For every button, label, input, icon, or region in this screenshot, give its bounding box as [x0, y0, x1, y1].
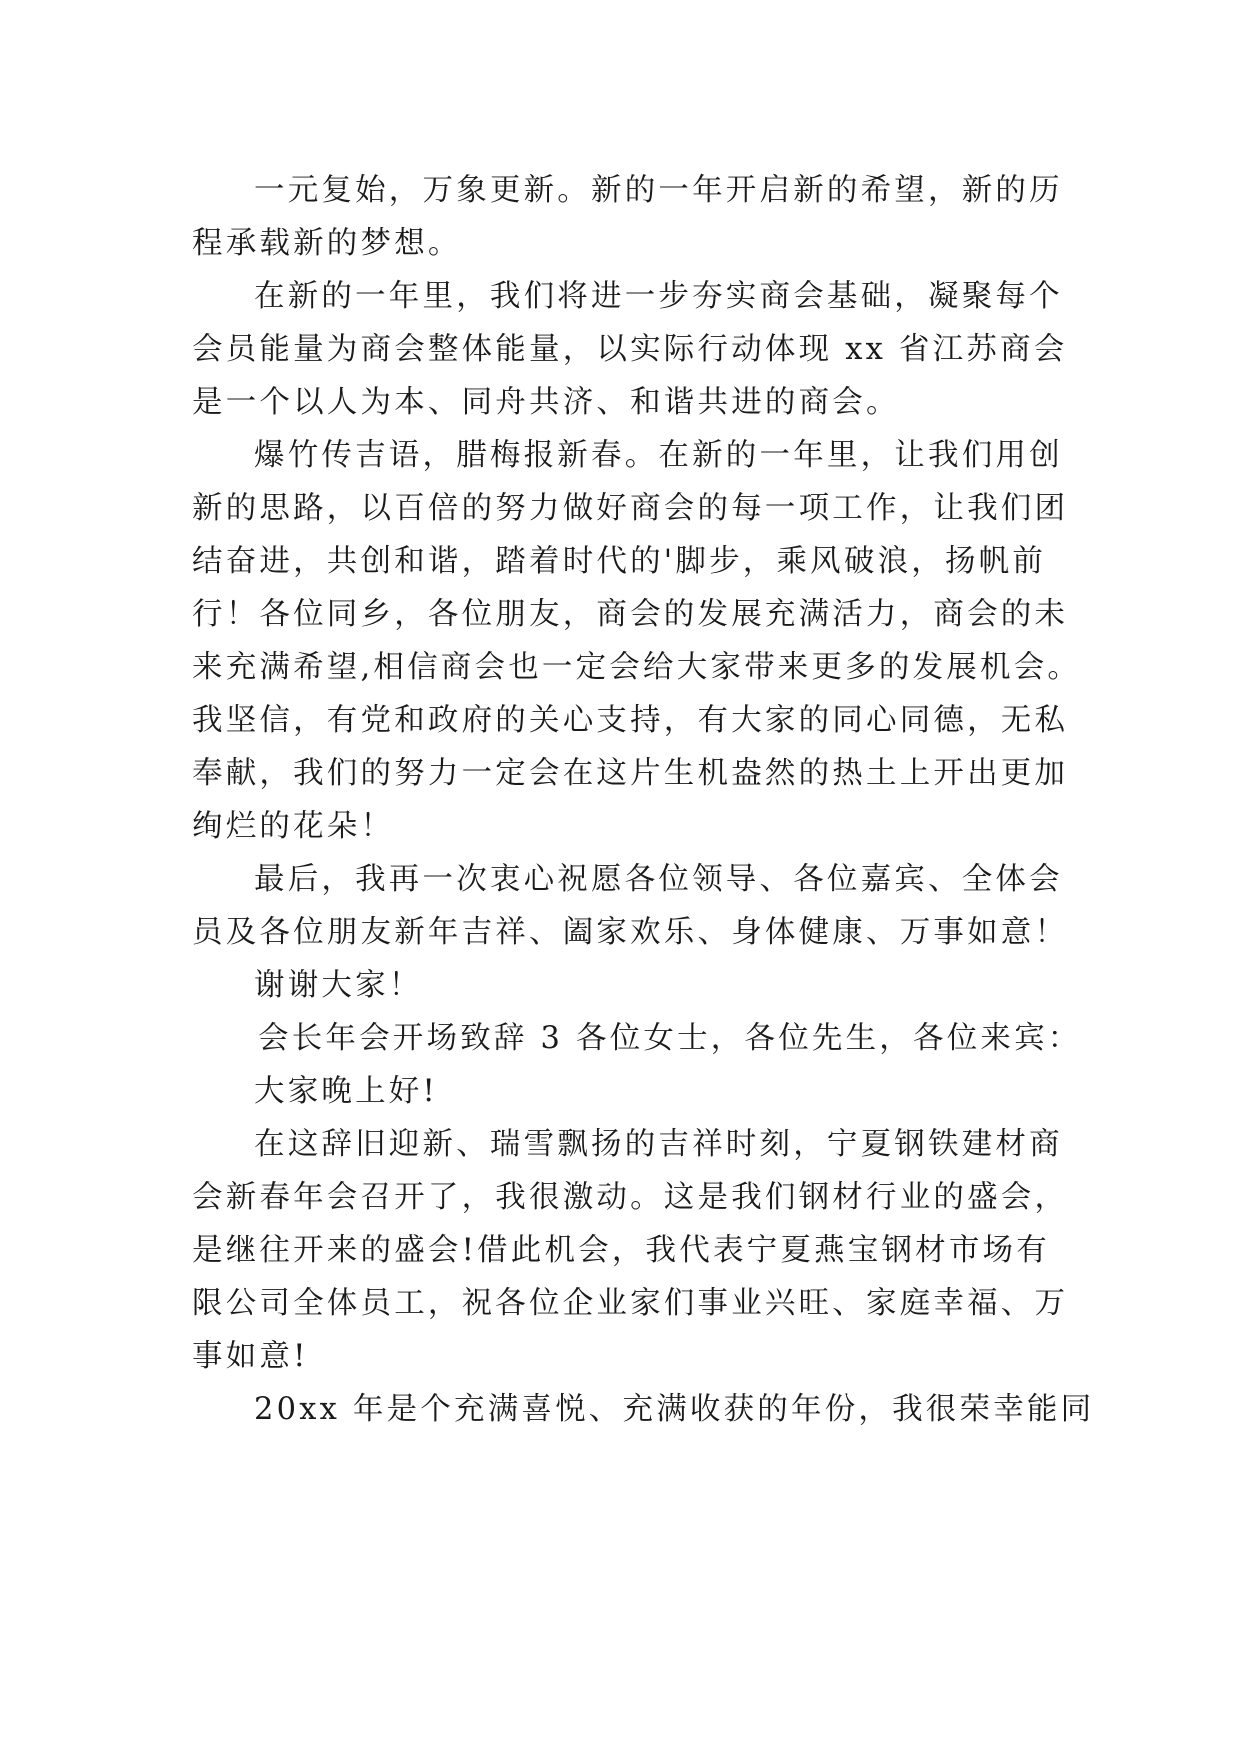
text-line: 程承载新的梦想。: [192, 226, 462, 261]
text-line: 爆竹传吉语，腊梅报新春。在新的一年里，让我们用创: [254, 438, 1063, 473]
text-line: 会新春年会召开了，我很激动。这是我们钢材行业的盛会，: [192, 1180, 1069, 1215]
text-line: 大家晚上好!: [254, 1074, 438, 1109]
text-line: 限公司全体员工，祝各位企业家们事业兴旺、家庭幸福、万: [192, 1286, 1069, 1321]
text-line: 奉献，我们的努力一定会在这片生机盎然的热土上开出更加: [192, 756, 1069, 791]
text-line: 谢谢大家！: [254, 968, 423, 1003]
text-line: 是继往开来的盛会!借此机会，我代表宁夏燕宝钢材市场有: [192, 1233, 1050, 1268]
text-line: 绚烂的花朵！: [192, 809, 395, 844]
text-line: 新的思路，以百倍的努力做好商会的每一项工作，让我们团: [192, 491, 1069, 526]
text-line: 一元复始，万象更新。新的一年开启新的希望，新的历: [254, 173, 1063, 208]
text-line: 会长年会开场致辞 3 各位女士，各位先生，各位来宾：: [258, 1021, 1082, 1056]
text-line: 在新的一年里，我们将进一步夯实商会基础，凝聚每个: [254, 279, 1063, 314]
text-line: 是一个以人为本、同舟共济、和谐共进的商会。: [192, 385, 900, 420]
text-line: 事如意!: [192, 1339, 309, 1374]
text-line: 员及各位朋友新年吉祥、阖家欢乐、身体健康、万事如意！: [192, 915, 1069, 950]
text-line: 我坚信，有党和政府的关心支持，有大家的同心同德，无私: [192, 703, 1069, 738]
text-line: 行！各位同乡，各位朋友，商会的发展充满活力，商会的未: [192, 597, 1069, 632]
text-line: 会员能量为商会整体能量，以实际行动体现 xx 省江苏商会: [192, 332, 1068, 367]
text-line: 来充满希望,相信商会也一定会给大家带来更多的发展机会。: [192, 650, 1082, 685]
text-line: 结奋进，共创和谐，踏着时代的'脚步，乘风破浪，扬帆前: [192, 544, 1047, 579]
text-line: 最后，我再一次衷心祝愿各位领导、各位嘉宾、全体会: [254, 862, 1063, 897]
text-line: 20xx 年是个充满喜悦、充满收获的年份，我很荣幸能同: [254, 1392, 1095, 1427]
text-line: 在这辞旧迎新、瑞雪飘扬的吉祥时刻，宁夏钢铁建材商: [254, 1127, 1063, 1162]
